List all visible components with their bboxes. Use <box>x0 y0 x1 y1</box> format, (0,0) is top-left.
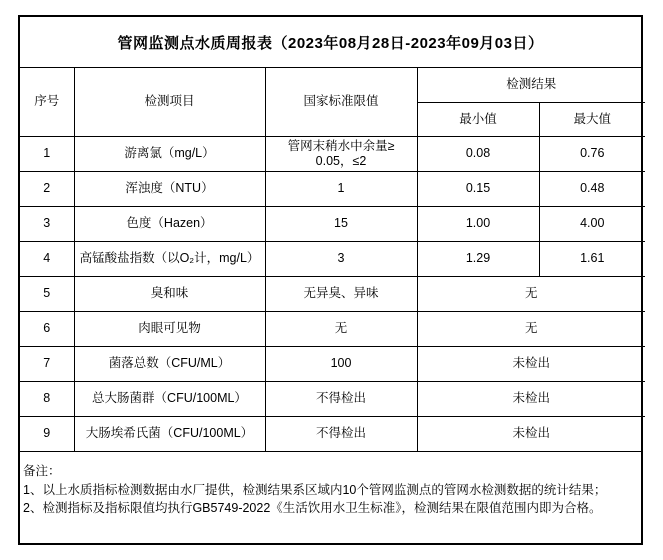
cell-item: 游离氯（mg/L） <box>74 136 265 171</box>
cell-standard: 不得检出 <box>265 416 417 451</box>
col-header-no: 序号 <box>20 68 74 136</box>
notes-label: 备注： <box>23 464 61 478</box>
cell-item: 总大肠菌群（CFU/100ML） <box>74 381 265 416</box>
col-header-max: 最大值 <box>539 102 645 136</box>
notes-section <box>20 451 641 543</box>
cell-item: 色度（Hazen） <box>74 206 265 241</box>
cell-item: 肉眼可见物 <box>74 311 265 346</box>
cell-result: 无 <box>417 311 645 346</box>
cell-max: 0.48 <box>539 171 645 206</box>
cell-max: 4.00 <box>539 206 645 241</box>
cell-min: 0.08 <box>417 136 539 171</box>
cell-no: 2 <box>20 171 74 206</box>
table-row <box>20 346 645 381</box>
col-header-min: 最小值 <box>417 102 539 136</box>
cell-standard: 无异臭、异味 <box>265 276 417 311</box>
cell-standard <box>265 136 417 171</box>
cell-no: 7 <box>20 346 74 381</box>
col-header-result: 检测结果 <box>417 68 645 102</box>
cell-standard: 无 <box>265 311 417 346</box>
cell-no: 5 <box>20 276 74 311</box>
note-item-1: 1、以上水质指标检测数据由水厂提供，检测结果系区域内10个管网监测点的管网水检测数据的统计结果； <box>23 482 607 497</box>
cell-standard: 3 <box>265 241 417 276</box>
cell-standard: 不得检出 <box>265 381 417 416</box>
cell-no: 6 <box>20 311 74 346</box>
cell-result: 未检出 <box>417 416 645 451</box>
cell-no: 9 <box>20 416 74 451</box>
cell-no: 4 <box>20 241 74 276</box>
note-item-2: 2、检测指标及指标限值均执行GB5749-2022《生活饮用水卫生标准》，检测结果在限值范围内即为合格。 <box>23 501 602 515</box>
table-row <box>20 311 645 346</box>
table-row <box>20 171 645 206</box>
cell-standard: 15 <box>265 206 417 241</box>
table-row <box>20 136 645 171</box>
cell-result: 无 <box>417 276 645 311</box>
cell-no: 3 <box>20 206 74 241</box>
cell-max: 1.61 <box>539 241 645 276</box>
table-row <box>20 416 645 451</box>
cell-item: 高锰酸盐指数（以O₂计，mg/L） <box>74 241 265 276</box>
cell-result: 未检出 <box>417 346 645 381</box>
cell-no: 1 <box>20 136 74 171</box>
cell-standard-line2: 0.05，≤2 <box>315 153 367 168</box>
cell-standard-line1: 管网末稍水中余量≥ <box>287 138 395 153</box>
cell-item: 臭和味 <box>74 276 265 311</box>
table-row <box>20 381 645 416</box>
table-row <box>20 206 645 241</box>
col-header-standard: 国家标准限值 <box>265 68 417 136</box>
cell-max: 0.76 <box>539 136 645 171</box>
table-row <box>20 241 645 276</box>
water-quality-report-sheet <box>18 15 643 545</box>
cell-result: 未检出 <box>417 381 645 416</box>
cell-item: 菌落总数（CFU/ML） <box>74 346 265 381</box>
cell-item: 浑浊度（NTU） <box>74 171 265 206</box>
cell-min: 0.15 <box>417 171 539 206</box>
cell-min: 1.29 <box>417 241 539 276</box>
report-title: 管网监测点水质周报表（2023年08月28日-2023年09月03日） <box>20 17 641 68</box>
cell-no: 8 <box>20 381 74 416</box>
cell-standard: 100 <box>265 346 417 381</box>
table-row <box>20 276 645 311</box>
cell-item: 大肠埃希氏菌（CFU/100ML） <box>74 416 265 451</box>
col-header-item: 检测项目 <box>74 68 265 136</box>
cell-min: 1.00 <box>417 206 539 241</box>
header-row-1 <box>20 68 645 102</box>
water-quality-table <box>20 68 645 451</box>
cell-standard: 1 <box>265 171 417 206</box>
